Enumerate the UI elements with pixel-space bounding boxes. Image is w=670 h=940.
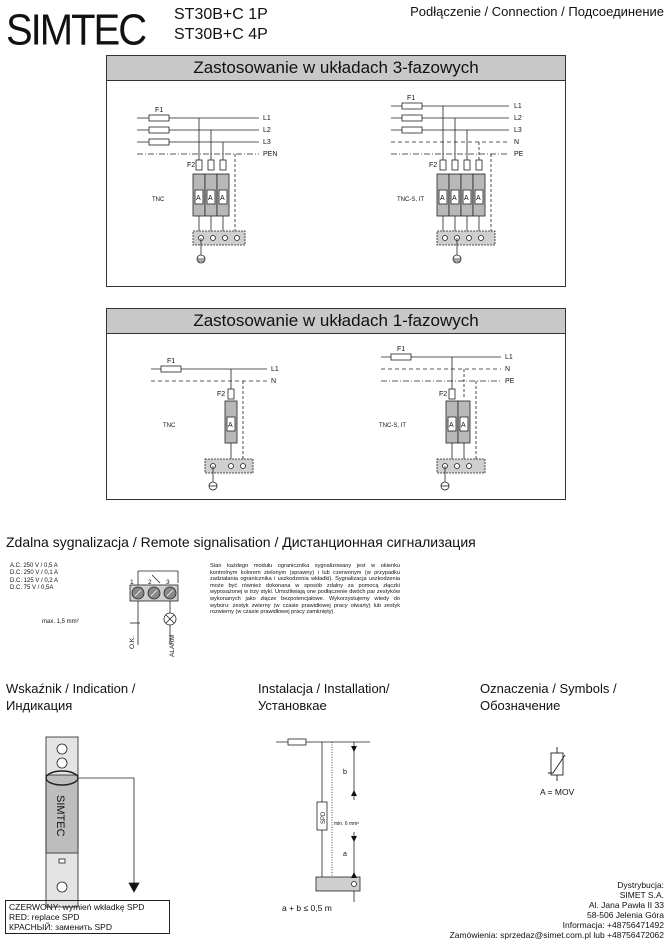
indication-title — [6, 680, 135, 714]
remote-description: Stan każdego modułu ogranicznika sygnalizowany jest w okienku kontrolnym kolorem zielonym (sprawny) i lub czerwonym (w przypadku zadziałania ogranicznika i uszkodzenia wkładki). Sygnalizacja uszkodzenia może być również dokonana w sposób zdalny za pomocą złączki wyposażonej w trzy styki. Umożliwiają one podłączenie dwóch par zestyków wykonanych jako złącze bezpotencjałowe. Wykorzystujemy wtedy do wyboru: zestyk zwierny (w czasie prawidłowej pracy otwarty) lub zestyk rozwierny (w czasie prawidłowej pracy zamknięty). — [210, 563, 400, 616]
symbols-title-1: Oznaczenia / Symbols / — [480, 681, 617, 696]
ratings — [10, 563, 58, 592]
module-a: A — [208, 195, 213, 202]
system-tncs-3r: TNC-S, IT — [397, 197, 424, 203]
one-phase-panel — [106, 308, 566, 500]
terminal-2: 2 — [148, 579, 152, 586]
line-l3-3r: L3 — [514, 127, 522, 134]
system-tncs-1r: TNC-S, IT — [379, 423, 406, 429]
f1-label-3l: F1 — [155, 107, 164, 114]
dist-orders: Zamówienia: sprzedaz@simet.com.pl lub +48756472062 — [449, 930, 664, 940]
note-polish: CZERWONY: wymień wkładkę SPD — [9, 902, 145, 912]
remote-title: Zdalna sygnalizacja / Remote signalisation / Дистанционная сигнализация — [6, 534, 476, 550]
system-tnc-1l: TNC — [163, 423, 176, 429]
rating: A.C. 250 V / 0,5 A — [10, 563, 58, 569]
module-a: A — [196, 195, 201, 202]
line-pen-3l: PEN — [263, 151, 278, 158]
alarm-label: ALARM — [169, 634, 176, 657]
module-a: A — [440, 195, 445, 202]
module-a: A — [461, 422, 466, 429]
indication-title-1: Wskaźnik / Indication / — [6, 681, 136, 696]
spd-label: SPD — [321, 811, 327, 824]
module-a: A — [476, 195, 481, 202]
device-logo: SIMTEC — [54, 795, 66, 837]
symbols-title-2: Обозначение — [480, 698, 561, 713]
module-a: A — [220, 195, 225, 202]
installation-title-1: Instalacja / Installation/ — [258, 681, 390, 696]
installation-title-2: Установкае — [258, 698, 327, 713]
indication-title-2: Индикация — [6, 698, 73, 713]
installation-diagram — [270, 732, 380, 917]
f1-label-3r: F1 — [407, 95, 416, 102]
dist-line: Dystrybucja: — [617, 880, 664, 890]
terminal-1: 1 — [130, 579, 134, 586]
mov-legend: A = MOV — [540, 787, 575, 797]
rating: D.C. 250 V / 0,1 A — [10, 570, 59, 577]
line-n-1r: N — [505, 366, 511, 373]
f2-label-3r: F2 — [429, 162, 438, 169]
wire-min: min. 6 mm² — [334, 821, 359, 827]
line-n-1l: N — [271, 378, 277, 385]
indication-notes — [5, 900, 170, 934]
rating: D.C. 125 V / 0,2 A — [10, 577, 59, 584]
one-phase-diagram — [107, 309, 565, 499]
three-phase-diagram — [107, 56, 565, 286]
ok-label: O.K. — [129, 635, 136, 649]
module-a: A — [464, 195, 469, 202]
line-l1-3l: L1 — [263, 115, 271, 122]
install-rule: a + b ≤ 0,5 m — [282, 903, 332, 913]
line-l2-3l: L2 — [263, 127, 271, 134]
note-russian: КРАСНЫЙ: заменить SPD — [9, 922, 112, 932]
wire-size: max. 1,5 mm² — [42, 619, 79, 625]
symbols-title — [480, 680, 617, 714]
dim-b: b — [343, 769, 347, 776]
f2-label-1r: F2 — [439, 391, 448, 398]
page-title: Podłączenie / Connection / Подсоединение — [410, 4, 664, 19]
mov-symbol — [545, 745, 575, 785]
remote-terminal-diagram — [60, 565, 200, 660]
module-a: A — [452, 195, 457, 202]
installation-title — [258, 680, 390, 714]
line-n-3r: N — [514, 139, 520, 146]
module-a: A — [228, 422, 233, 429]
three-phase-panel — [106, 55, 566, 287]
dist-street: Al. Jana Pawła II 33 — [588, 900, 664, 910]
line-l2-3r: L2 — [514, 115, 522, 122]
dist-phone: Informacja: +48756471492 — [562, 920, 664, 930]
f2-label-3l: F2 — [187, 162, 196, 169]
line-pe-1r: PE — [505, 378, 515, 385]
note-english: RED: replace SPD — [9, 912, 80, 922]
model-4p: ST30B+C 4P — [174, 26, 268, 43]
one-phase-title: Zastosowanie w układach 1-fazowych — [107, 309, 565, 334]
dist-city: 58-506 Jelenia Góra — [586, 910, 664, 920]
rating: D.C. 75 V / 0,5A — [10, 584, 54, 591]
line-l1-1r: L1 — [505, 354, 513, 361]
three-phase-title: Zastosowanie w układach 3-fazowych — [107, 56, 565, 81]
indicator-device — [40, 735, 150, 910]
terminal-3: 3 — [166, 579, 170, 586]
f1-label-1l: F1 — [167, 358, 176, 365]
dist-company: SIMET S.A. — [619, 890, 664, 900]
line-l1-1l: L1 — [271, 366, 279, 373]
model-1p: ST30B+C 1P — [174, 6, 268, 23]
distributor-info — [450, 880, 664, 940]
module-a: A — [449, 422, 454, 429]
line-l1-3r: L1 — [514, 103, 522, 110]
f2-label-1l: F2 — [217, 391, 226, 398]
f1-label-1r: F1 — [397, 346, 406, 353]
line-pe-3r: PE — [514, 151, 524, 158]
system-tnc-3l: TNC — [152, 197, 165, 203]
brand-logo: SIMTEC — [6, 6, 146, 55]
line-l3-3l: L3 — [263, 139, 271, 146]
dim-a: a — [343, 851, 347, 858]
